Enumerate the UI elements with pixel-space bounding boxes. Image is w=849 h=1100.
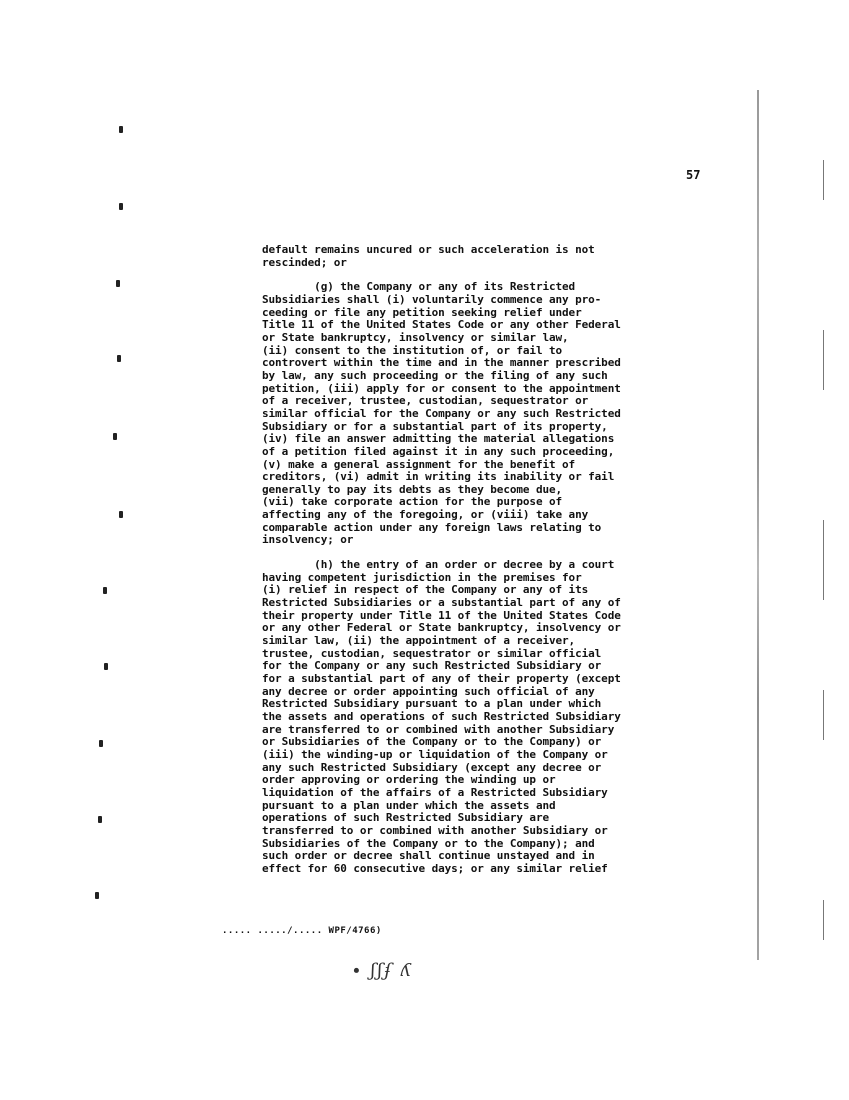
text-line: or any other Federal or State bankruptcy, insolvency or	[262, 621, 621, 635]
text-line: rescinded; or	[262, 255, 347, 269]
text-line: (vii) take corporate action for the purpose of	[262, 495, 563, 509]
text-line: any such Restricted Subsidiary (except any decree or	[262, 760, 602, 774]
text-line: for the Company or any such Restricted Subsidiary or	[262, 659, 602, 673]
text-line: or State bankruptcy, insolvency or similar law,	[262, 330, 569, 344]
text-line: (i) relief in respect of the Company or any of its	[262, 583, 589, 597]
left-margin-mark	[98, 816, 102, 823]
text-line: Restricted Subsidiaries or a substantial part of any of	[262, 596, 621, 610]
text-line: default remains uncured or such acceleration is not	[262, 243, 595, 256]
text-line: Restricted Subsidiary pursuant to a plan under which	[262, 697, 602, 711]
right-margin-mark	[823, 900, 824, 940]
text-line: of a receiver, trustee, custodian, sequestrator or	[262, 394, 589, 408]
left-margin-mark	[119, 511, 123, 518]
text-line: Subsidiary or for a substantial part of its property,	[262, 419, 608, 433]
text-line: (iv) file an answer admitting the material allegations	[262, 432, 615, 446]
left-margin-mark	[117, 355, 121, 362]
left-margin-mark	[116, 280, 120, 287]
text-line: operations of such Restricted Subsidiary are	[262, 811, 549, 825]
text-line: pursuant to a plan under which the assets and	[262, 798, 556, 812]
handwritten-mark: ∙ ʃʃʄ ʎ	[352, 960, 413, 981]
text-line: petition, (iii) apply for or consent to the appointment	[262, 381, 621, 395]
left-margin-mark	[119, 203, 123, 210]
text-line: (ii) consent to the institution of, or fail to	[262, 343, 563, 357]
text-line: similar official for the Company or any such Restricted	[262, 406, 621, 420]
text-line: trustee, custodian, sequestrator or similar official	[262, 646, 602, 660]
text-line: order approving or ordering the winding up or	[262, 773, 556, 787]
text-line: Subsidiaries shall (i) voluntarily commence any pro-	[262, 292, 602, 306]
text-line: generally to pay its debts as they become due,	[262, 482, 563, 496]
left-margin-mark	[95, 892, 99, 899]
right-margin-mark	[823, 690, 824, 740]
text-line: effect for 60 consecutive days; or any similar relief	[262, 861, 608, 875]
text-line: or Subsidiaries of the Company or to the Company) or	[262, 735, 602, 749]
text-line: Subsidiaries of the Company or to the Company); and	[262, 836, 595, 850]
right-margin-mark	[823, 520, 824, 600]
text-line: (iii) the winding-up or liquidation of the Company or	[262, 747, 608, 761]
text-line: affecting any of the foregoing, or (viii) take any	[262, 508, 589, 522]
text-line: comparable action under any foreign laws relating to	[262, 520, 602, 534]
document-body	[262, 244, 702, 876]
left-margin-mark	[103, 587, 107, 594]
left-margin-mark	[99, 740, 103, 747]
text-line: transferred to or combined with another Subsidiary or	[262, 823, 608, 837]
text-line: are transferred to or combined with another Subsidiary	[262, 722, 615, 736]
page-number: 57	[686, 168, 701, 182]
left-margin-mark	[104, 663, 108, 670]
left-margin-mark	[113, 433, 117, 440]
text-line: their property under Title 11 of the United States Code	[262, 608, 621, 622]
text-line: similar law, (ii) the appointment of a receiver,	[262, 634, 576, 648]
text-line: controvert within the time and in the manner prescribed	[262, 356, 621, 370]
text-line: Title 11 of the United States Code or any other Federal	[262, 318, 621, 332]
right-margin-mark	[823, 160, 824, 200]
text-line: creditors, (vi) admit in writing its inability or fail	[262, 470, 615, 484]
text-line: having competent jurisdiction in the premises for	[262, 570, 582, 584]
text-line: by law, any such proceeding or the filing of any such	[262, 368, 608, 382]
text-line: any decree or order appointing such official of any	[262, 684, 595, 698]
text-line: liquidation of the affairs of a Restricted Subsidiary	[262, 785, 608, 799]
text-line: for a substantial part of any of their property (except	[262, 672, 621, 685]
text-line: (v) make a general assignment for the benefit of	[262, 457, 576, 471]
text-line: ceeding or file any petition seeking relief under	[262, 305, 582, 319]
right-edge-rule	[757, 90, 759, 960]
text-line: (g) the Company or any of its Restricted	[262, 280, 576, 294]
text-line: insolvency; or	[262, 533, 354, 547]
text-line: (h) the entry of an order or decree by a court	[262, 558, 615, 572]
right-margin-mark	[823, 330, 824, 390]
footer-document-code: ..... ...../..... WPF/4766)	[222, 926, 382, 936]
left-margin-mark	[119, 126, 123, 133]
text-line: such order or decree shall continue unstayed and in	[262, 849, 595, 863]
text-line: the assets and operations of such Restricted Subsidiary	[262, 709, 621, 723]
text-line: of a petition filed against it in any such proceeding,	[262, 444, 615, 458]
